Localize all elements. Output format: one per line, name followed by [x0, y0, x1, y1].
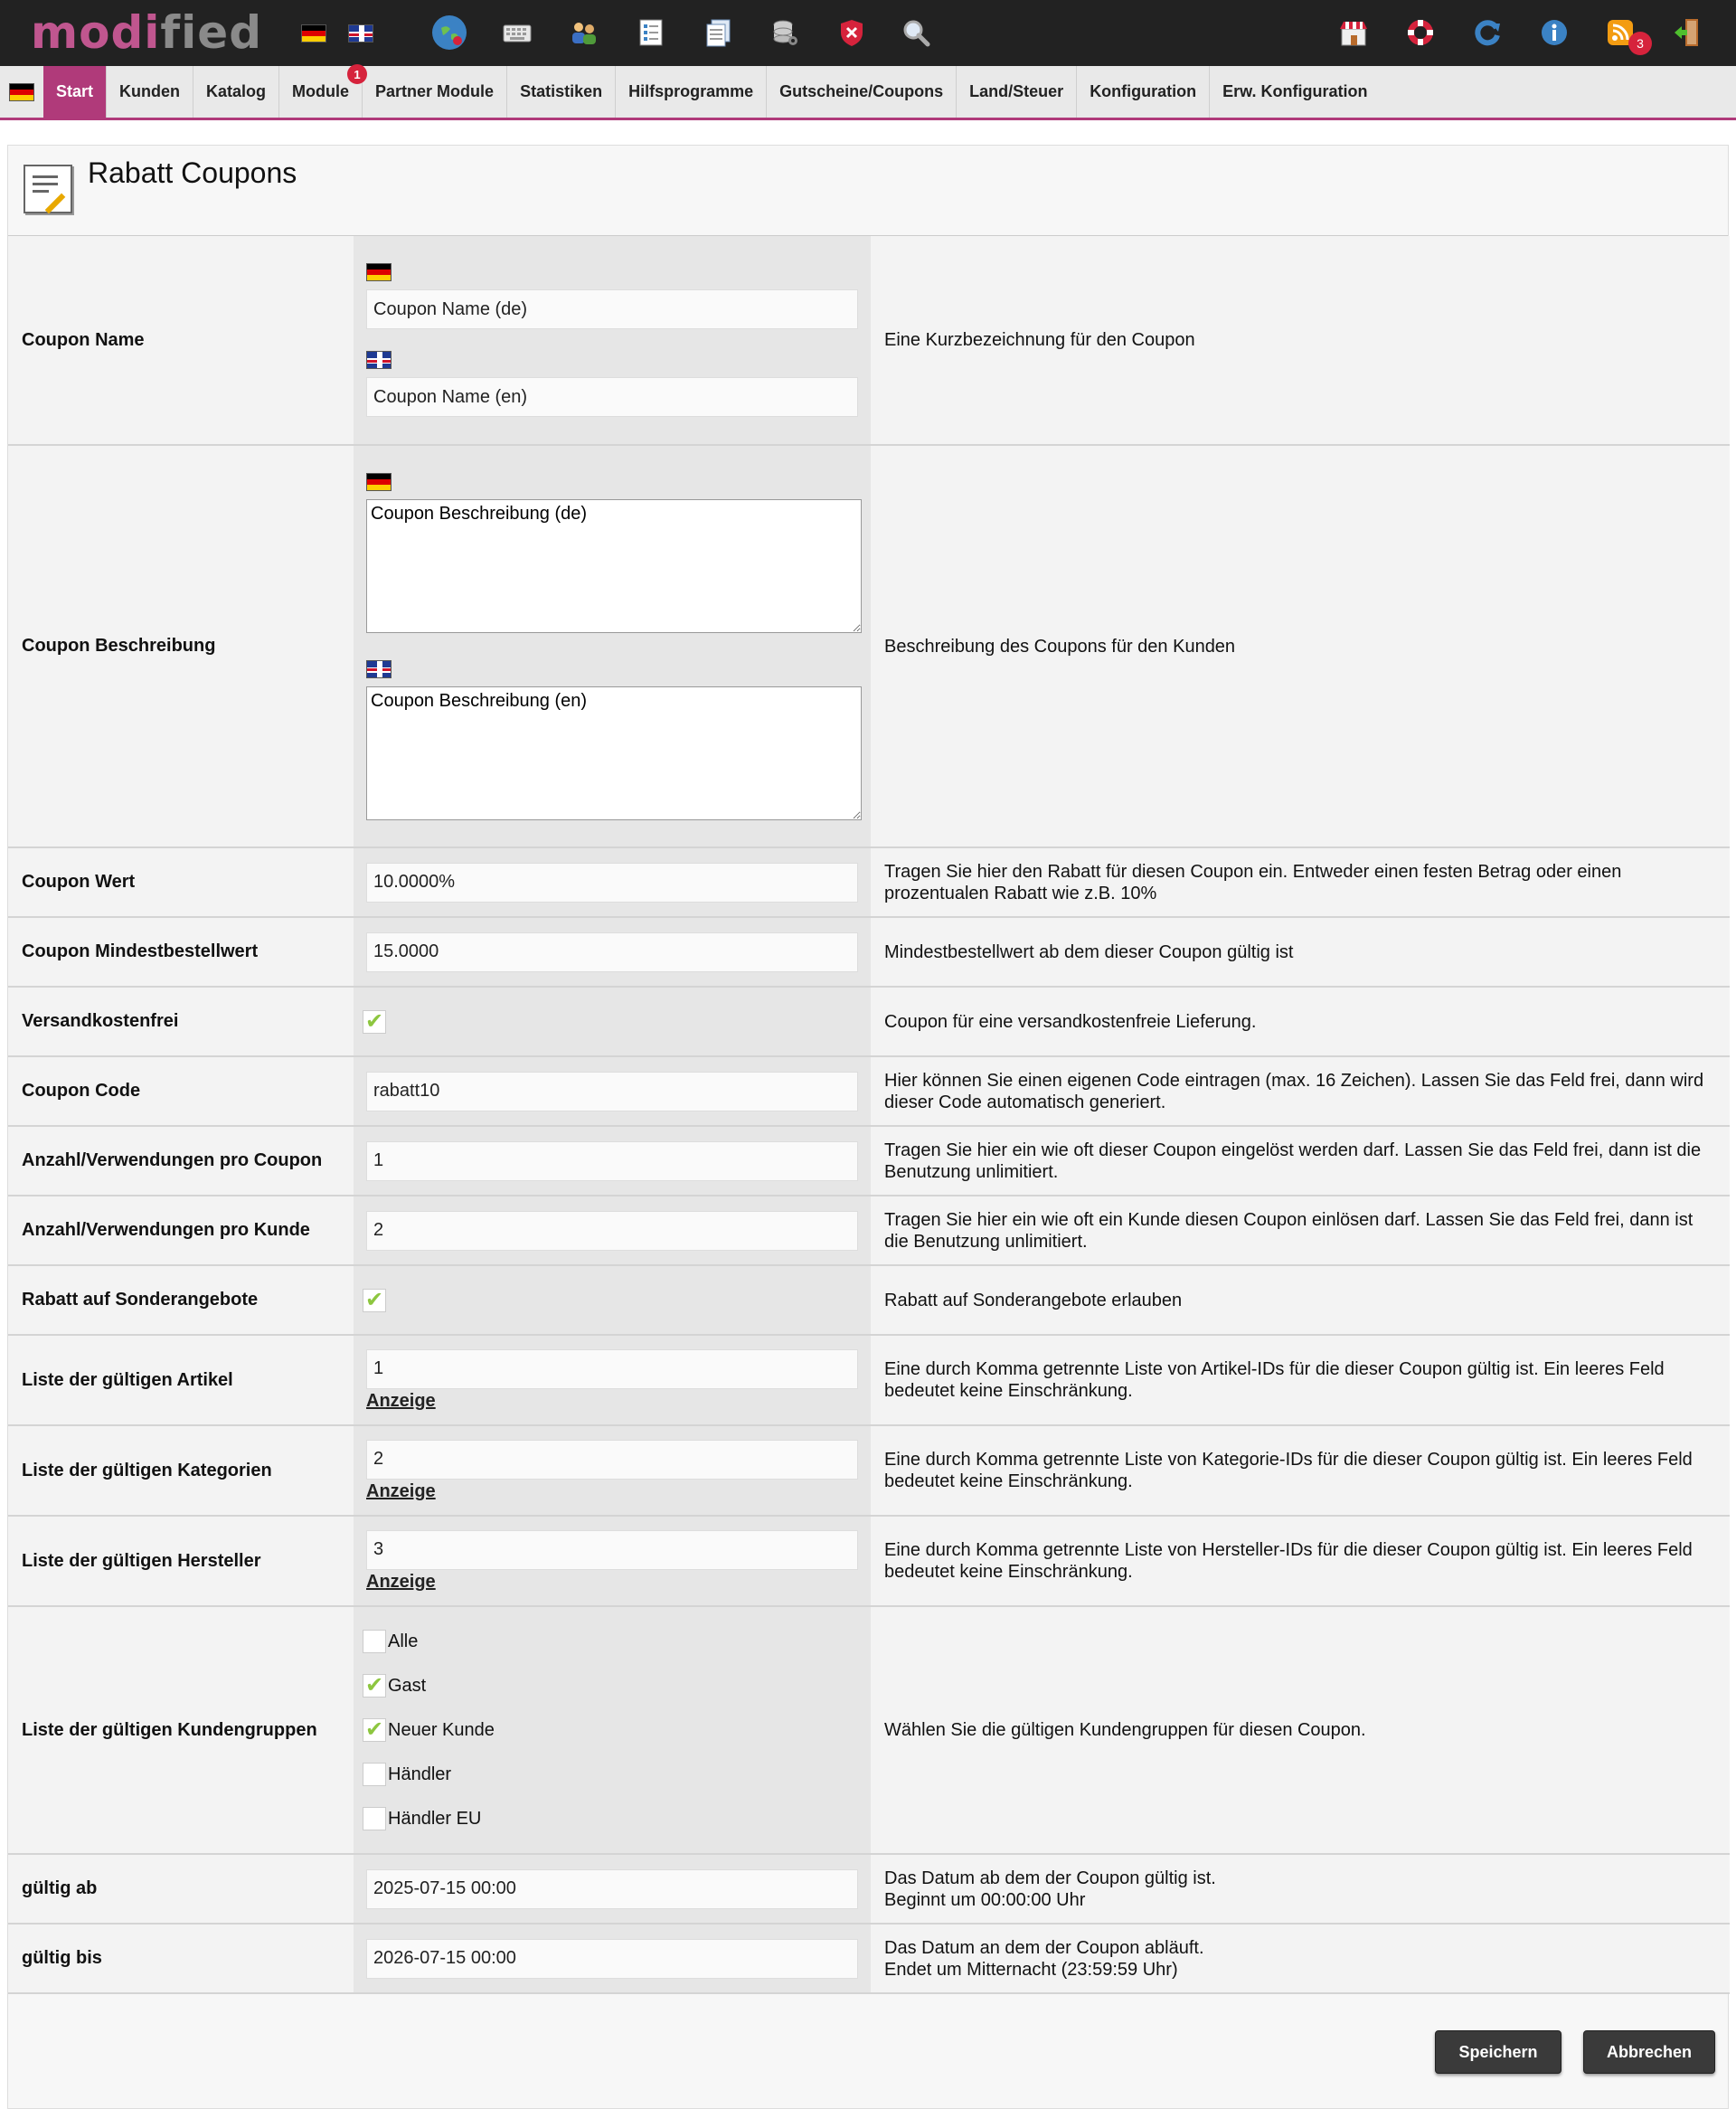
- customer-group-option[interactable]: Alle: [363, 1620, 858, 1664]
- flag-en-icon: [366, 351, 392, 369]
- customer-group-checkbox[interactable]: [363, 1763, 386, 1786]
- valid-to-input[interactable]: [366, 1939, 858, 1979]
- keyboard-icon[interactable]: [500, 15, 534, 50]
- free-shipping-label: Versandkostenfrei: [8, 987, 354, 1056]
- nav-katalog[interactable]: Katalog: [193, 66, 279, 118]
- row-valid-products: [8, 1335, 1730, 1425]
- users-icon[interactable]: [567, 15, 601, 50]
- uses-per-coupon-label: Anzahl/Verwendungen pro Coupon: [8, 1126, 354, 1196]
- page-title: Rabatt Coupons: [88, 156, 297, 189]
- row-uses-per-customer: [8, 1196, 1730, 1265]
- min-order-label: Coupon Mindestbestellwert: [8, 917, 354, 987]
- database-icon[interactable]: [768, 15, 802, 50]
- customer-group-option[interactable]: ✔ Neuer Kunde: [363, 1708, 858, 1753]
- valid-manufacturers-desc: Eine durch Komma getrennte Liste von Hersteller-IDs für die dieser Coupon gültig ist. Ein leeres Feld bedeutet keine Einschränkung.: [871, 1516, 1730, 1606]
- nav-language-flag[interactable]: [0, 66, 43, 118]
- row-coupon-value: [8, 847, 1730, 917]
- coupon-value-desc: Tragen Sie hier den Rabatt für diesen Coupon ein. Entweder einen festen Betrag oder einen prozentualen Rabatt wie z.B. 10%: [871, 847, 1730, 917]
- flag-de-icon: [366, 263, 392, 281]
- valid-categories-label: Liste der gültigen Kategorien: [8, 1425, 354, 1516]
- nav-hilfsprogramme[interactable]: Hilfsprogramme: [616, 66, 767, 118]
- logo[interactable]: modified: [31, 6, 262, 59]
- coupon-form-panel: [7, 145, 1729, 2109]
- valid-from-desc-line2: Beginnt um 00:00:00 Uhr: [884, 1889, 1086, 1910]
- save-button[interactable]: Speichern: [1435, 2030, 1561, 2074]
- manufacturers-show-link[interactable]: Anzeige: [366, 1571, 436, 1592]
- shield-icon[interactable]: [835, 15, 869, 50]
- coupon-name-field: [354, 236, 871, 445]
- uses-per-coupon-desc: Tragen Sie hier ein wie oft dieser Coupon eingelöst werden darf. Lassen Sie das Feld frei, dann ist die Benutzung unlimitiert.: [871, 1126, 1730, 1196]
- flag-de-icon: [366, 473, 392, 491]
- coupon-name-en-input[interactable]: [366, 377, 858, 417]
- valid-products-desc: Eine durch Komma getrennte Liste von Artikel-IDs für die dieser Coupon gültig ist. Ein leeres Feld bedeutet keine Einschränkung.: [871, 1335, 1730, 1425]
- specials-checkbox[interactable]: [363, 1289, 386, 1312]
- row-valid-to: [8, 1924, 1730, 1993]
- checklist-icon[interactable]: [634, 15, 668, 50]
- logout-icon[interactable]: [1670, 15, 1704, 50]
- customer-group-option[interactable]: ✔ Gast: [363, 1664, 858, 1708]
- min-order-input[interactable]: [366, 932, 858, 972]
- cancel-button[interactable]: Abbrechen: [1583, 2030, 1715, 2074]
- coupon-value-input[interactable]: [366, 863, 858, 903]
- customer-group-checkbox[interactable]: [363, 1718, 386, 1742]
- valid-from-desc-line1: Das Datum ab dem der Coupon gültig ist.: [884, 1868, 1216, 1888]
- main-navigation: [0, 66, 1736, 120]
- nav-gutscheine-coupons[interactable]: Gutscheine/Coupons: [767, 66, 957, 118]
- search-icon[interactable]: [899, 15, 933, 50]
- uses-per-customer-desc: Tragen Sie hier ein wie oft ein Kunde diesen Coupon einlösen darf. Lassen Sie das Feld frei, dann ist die Benutzung unlimitiert.: [871, 1196, 1730, 1265]
- valid-categories-input[interactable]: [366, 1440, 858, 1480]
- coupon-name-de-input[interactable]: [366, 289, 858, 329]
- shop-icon[interactable]: [1336, 15, 1371, 50]
- uses-per-customer-label: Anzahl/Verwendungen pro Kunde: [8, 1196, 354, 1265]
- flag-de-icon: [9, 83, 34, 101]
- nav-start[interactable]: Start: [43, 66, 107, 118]
- valid-manufacturers-input[interactable]: [366, 1530, 858, 1570]
- customer-group-checkbox[interactable]: [363, 1807, 386, 1830]
- coupon-form-table: [8, 236, 1730, 1994]
- nav-partner-module[interactable]: Partner Module: [363, 66, 507, 118]
- specials-label: Rabatt auf Sonderangebote: [8, 1265, 354, 1335]
- products-show-link[interactable]: Anzeige: [366, 1390, 436, 1411]
- valid-to-label: gültig bis: [8, 1924, 354, 1993]
- coupon-name-label: Coupon Name: [8, 236, 354, 445]
- coupon-code-desc: Hier können Sie einen eigenen Code eintragen (max. 16 Zeichen). Lassen Sie das Feld frei, dann wird dieser Code automatisch generiert.: [871, 1056, 1730, 1126]
- free-shipping-desc: Coupon für eine versandkostenfreie Lieferung.: [871, 987, 1730, 1056]
- row-coupon-description: [8, 445, 1730, 847]
- coupon-description-field: [354, 445, 871, 847]
- nav-land-steuer[interactable]: Land/Steuer: [957, 66, 1077, 118]
- specials-desc: Rabatt auf Sonderangebote erlauben: [871, 1265, 1730, 1335]
- free-shipping-checkbox[interactable]: [363, 1010, 386, 1034]
- row-coupon-name: [8, 236, 1730, 445]
- valid-to-desc-line2: Endet um Mitternacht (23:59:59 Uhr): [884, 1959, 1178, 1980]
- row-valid-categories: [8, 1425, 1730, 1516]
- coupon-description-de-textarea[interactable]: [366, 499, 862, 633]
- nav-statistiken[interactable]: Statistiken: [507, 66, 616, 118]
- customer-group-checkbox[interactable]: [363, 1630, 386, 1653]
- coupon-name-desc: Eine Kurzbezeichnung für den Coupon: [871, 236, 1730, 445]
- nav-kunden[interactable]: Kunden: [107, 66, 193, 118]
- min-order-desc: Mindestbestellwert ab dem dieser Coupon gültig ist: [871, 917, 1730, 987]
- flag-en-icon[interactable]: [348, 24, 373, 43]
- coupon-code-label: Coupon Code: [8, 1056, 354, 1126]
- refresh-icon[interactable]: [1470, 15, 1505, 50]
- module-count-badge: 1: [347, 64, 367, 84]
- top-header: [0, 0, 1736, 66]
- flag-de-icon[interactable]: [301, 24, 326, 43]
- edit-document-icon: [24, 165, 72, 213]
- valid-to-desc: [871, 1924, 1730, 1993]
- customer-groups-desc: Wählen Sie die gültigen Kundengruppen für diesen Coupon.: [871, 1606, 1730, 1854]
- row-uses-per-coupon: [8, 1126, 1730, 1196]
- customer-groups-label: Liste der gültigen Kundengruppen: [8, 1606, 354, 1854]
- valid-manufacturers-label: Liste der gültigen Hersteller: [8, 1516, 354, 1606]
- coupon-code-input[interactable]: [366, 1072, 858, 1111]
- row-coupon-code: [8, 1056, 1730, 1126]
- valid-to-desc-line1: Das Datum an dem der Coupon abläuft.: [884, 1937, 1204, 1958]
- nav-module[interactable]: [279, 66, 363, 118]
- row-specials: [8, 1265, 1730, 1335]
- uses-per-coupon-input[interactable]: [366, 1141, 858, 1181]
- row-free-shipping: [8, 987, 1730, 1056]
- valid-products-label: Liste der gültigen Artikel: [8, 1335, 354, 1425]
- panel-header: [8, 146, 1728, 236]
- documents-icon[interactable]: [701, 15, 735, 50]
- nav-konfiguration[interactable]: Konfiguration: [1077, 66, 1210, 118]
- row-min-order: [8, 917, 1730, 987]
- valid-categories-desc: Eine durch Komma getrennte Liste von Kategorie-IDs für die dieser Coupon gültig ist. Ein leeres Feld bedeutet keine Einschränkung.: [871, 1425, 1730, 1516]
- language-switcher: [301, 24, 373, 43]
- customer-group-checkbox[interactable]: [363, 1674, 386, 1698]
- globe-icon[interactable]: [432, 15, 467, 50]
- flag-en-icon: [366, 660, 392, 678]
- row-customer-groups: [8, 1606, 1730, 1854]
- coupon-value-label: Coupon Wert: [8, 847, 354, 917]
- rss-count-badge: 3: [1628, 32, 1652, 55]
- valid-from-input[interactable]: [366, 1869, 858, 1909]
- coupon-description-en-textarea[interactable]: [366, 686, 862, 820]
- customer-group-option[interactable]: Händler: [363, 1753, 858, 1797]
- categories-show-link[interactable]: Anzeige: [366, 1480, 436, 1501]
- row-valid-from: [8, 1854, 1730, 1924]
- coupon-description-desc: Beschreibung des Coupons für den Kunden: [871, 445, 1730, 847]
- row-valid-manufacturers: [8, 1516, 1730, 1606]
- valid-from-desc: [871, 1854, 1730, 1924]
- help-icon[interactable]: [1403, 15, 1438, 50]
- coupon-description-label: Coupon Beschreibung: [8, 445, 354, 847]
- uses-per-customer-input[interactable]: [366, 1211, 858, 1251]
- info-icon[interactable]: [1537, 15, 1571, 50]
- customer-group-option[interactable]: Händler EU: [363, 1797, 858, 1841]
- nav-erw-konfiguration[interactable]: Erw. Konfiguration: [1222, 82, 1368, 100]
- nav-module-label: Module: [292, 82, 350, 100]
- valid-products-input[interactable]: [366, 1349, 858, 1389]
- valid-from-label: gültig ab: [8, 1854, 354, 1924]
